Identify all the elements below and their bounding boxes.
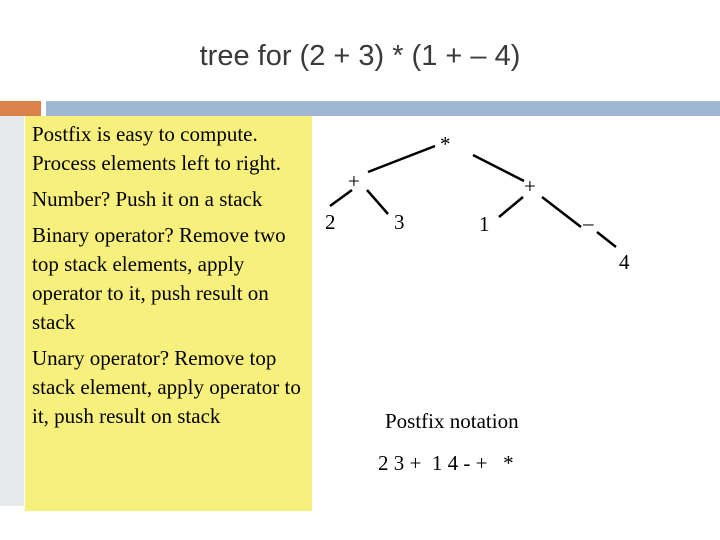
note-paragraph-1: Postfix is easy to compute. Process elements left to right. (32, 122, 282, 175)
tree-leaf-1: 1 (479, 212, 490, 236)
tree-node-right-plus: + (524, 174, 536, 198)
edge-root-left (368, 146, 435, 172)
tree-leaf-2: 2 (325, 210, 336, 234)
note-paragraph-4: Unary operator? Remove top stack element, apply operator to it, push result on stack (32, 346, 301, 428)
edge-plus-1 (499, 197, 523, 217)
edge-plus-3 (367, 190, 388, 214)
edge-root-right (473, 155, 524, 181)
postfix-expression: 2 3 + 1 4 - + * (378, 451, 514, 475)
edge-plus-minus (542, 197, 581, 227)
postfix-heading: Postfix notation (385, 409, 519, 433)
note-paragraph-3: Binary operator? Remove two top stack elements, apply operator to it, push result on stack (32, 223, 286, 334)
tree-leaf-4: 4 (619, 250, 630, 274)
tree-node-left-plus: + (348, 169, 360, 193)
note-paragraph-2: Number? Push it on a stack (32, 187, 263, 211)
slide-title: tree for (2 + 3) * (1 + – 4) (199, 40, 521, 72)
tree-node-unary-minus: – (583, 211, 594, 235)
edge-minus-4 (597, 232, 616, 247)
tree-node-root: * (440, 132, 451, 156)
tree-leaf-3: 3 (394, 210, 405, 234)
